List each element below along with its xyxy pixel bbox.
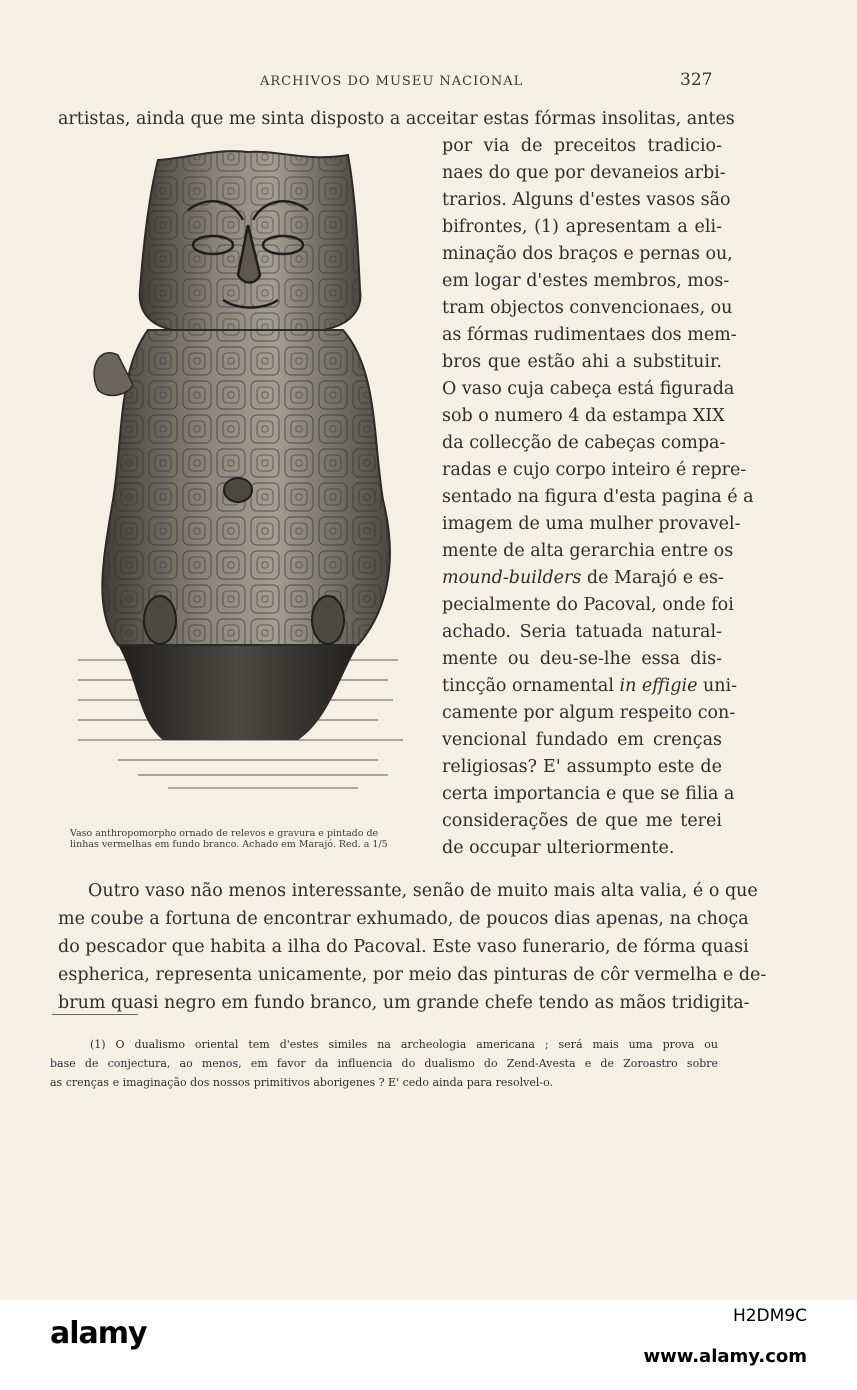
stock-photo-bar: [0, 1300, 857, 1390]
body-line: O vaso cuja cabeça está figurada: [442, 379, 735, 399]
body-line: de occupar ulteriormente.: [442, 838, 675, 858]
body-text: tincção ornamental: [442, 676, 620, 696]
body-line: me coube a fortuna de encontrar exhumado, de poucos dias apenas, na choça: [58, 909, 749, 929]
italic-term: in effigie: [619, 676, 698, 696]
stock-logo: alamy: [50, 1316, 147, 1351]
body-line: certa importancia e que se filia a: [442, 784, 735, 804]
vase-illustration: [78, 140, 408, 800]
body-line: imagem de uma mulher provavel-: [442, 514, 741, 534]
vase-base: [118, 645, 358, 740]
body-line: bros que estão ahi a substituir.: [442, 352, 722, 372]
image-code: H2DM9C: [732, 1306, 807, 1326]
running-title: ARCHIVOS DO MUSEU NACIONAL: [260, 74, 524, 89]
footnote-line: base de conjectura, ao menos, em favor da influencia do dualismo do Zend-Avesta e de Zoroastro sobre: [50, 1057, 718, 1070]
body-line: [442, 673, 738, 699]
body-line: espherica, representa unicamente, por meio das pinturas de côr vermelha e de-: [58, 965, 767, 985]
body-line: artistas, ainda que me sinta disposto a acceitar estas fórmas insolitas, antes: [58, 109, 735, 129]
body-line: em logar d'estes membros, mos-: [442, 271, 730, 291]
italic-term: mound-builders: [442, 568, 582, 588]
body-line: as fórmas rudimentaes dos mem-: [442, 325, 737, 345]
body-line: pecialmente do Pacoval, onde foi: [442, 595, 734, 615]
footnote-line: as crenças e imaginação dos nossos primitivos aborigenes ? E' cedo ainda para resolvel-o.: [50, 1076, 554, 1089]
body-line: camente por algum respeito con-: [442, 703, 736, 723]
body-line: sob o numero 4 da estampa XIX: [442, 406, 725, 426]
body-line: [442, 565, 722, 591]
body-line: mente de alta gerarchia entre os: [442, 541, 734, 561]
body-line: mente ou deu-se-lhe essa dis-: [442, 649, 722, 669]
body-line: brum quasi negro em fundo branco, um grande chefe tendo as mãos tridigita-: [58, 993, 750, 1013]
body-line: por via de preceitos tradicio-: [442, 136, 722, 156]
caption-line: Vaso anthropomorpho ornado de relevos e gravura e pintado de: [70, 828, 379, 839]
body-line: minação dos braços e pernas ou,: [442, 244, 733, 264]
running-header: [0, 70, 857, 94]
body-line: bifrontes, (1) apresentam a eli-: [442, 217, 722, 237]
body-line: do pescador que habita a ilha do Pacoval. Este vaso funerario, de fórma quasi: [58, 937, 749, 957]
figure-caption: [70, 828, 410, 850]
body-text: de Marajó e es-: [581, 568, 724, 588]
body-line: Outro vaso não menos interessante, senão de muito mais alta valia, é o que: [88, 881, 758, 901]
footnote-rule: [52, 1014, 138, 1015]
body-line: da collecção de cabeças compa-: [442, 433, 726, 453]
anthropomorphic-vase-figure: [78, 140, 408, 800]
body-text: uni-: [697, 676, 738, 696]
body-line: tram objectos convencionaes, ou: [442, 298, 733, 318]
page-number: 327: [680, 70, 713, 90]
body-line: radas e cujo corpo inteiro é repre-: [442, 460, 747, 480]
body-line: naes do que por devaneios arbi-: [442, 163, 726, 183]
body-line: sentado na figura d'esta pagina é a: [442, 487, 754, 507]
body-line: vencional fundado em crenças: [442, 730, 722, 750]
vase-side-handle: [94, 353, 133, 396]
body-line: considerações de que me terei: [442, 811, 722, 831]
caption-line: linhas vermelhas em fundo branco. Achado em Marajó. Red. a 1/5: [70, 839, 388, 850]
body-line: religiosas? E' assumpto este de: [442, 757, 722, 777]
body-line: achado. Seria tatuada natural-: [442, 622, 722, 642]
body-line: trarios. Alguns d'estes vasos são: [442, 190, 731, 210]
footnote-line: (1) O dualismo oriental tem d'estes similes na archeologia americana ; será mais uma prova ou: [90, 1038, 718, 1051]
stock-url: www.alamy.com: [643, 1346, 807, 1367]
